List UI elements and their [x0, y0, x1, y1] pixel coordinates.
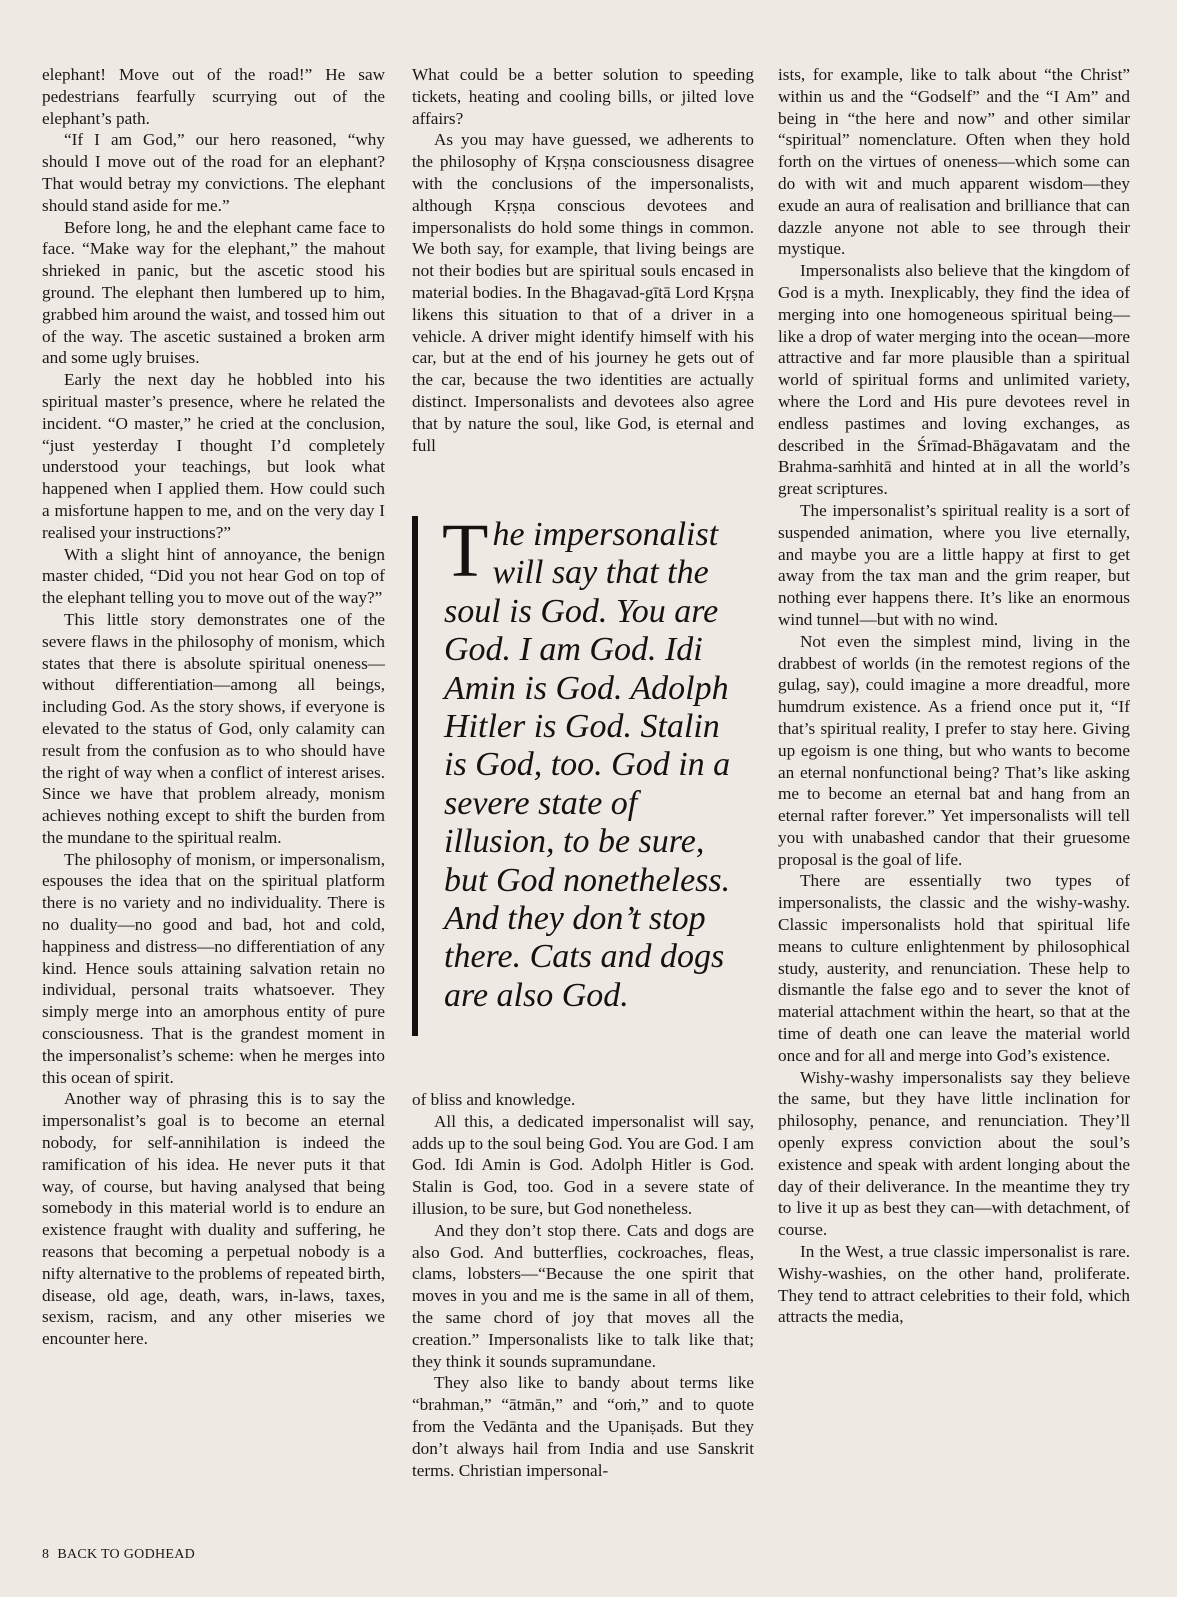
paragraph: What could be a better solution to speeding tickets, heating and cooling bills, or jilted love affairs? — [412, 65, 754, 128]
paragraph: The philosophy of monism, or impersonalism, espouses the idea that on the spiritual platform there is no variety and no individuality. There is no duality—no good and bad, hot and cold, happiness and distress—no differentiation of any kind. Hence souls attaining salvation retain no individual, personal traits whatsoever. They simply merge into an amorphous entity of pure consciousness. That is the grandest moment in the impersonalist’s scheme: when he merges into this ocean of spirit. — [42, 849, 385, 1087]
paragraph: Not even the simplest mind, living in the drabbest of worlds (in the remotest regions of the gulag, say), could imagine a more dreadful, more humdrum existence. As a friend once put it, “If that’s spiritual reality, I prefer to stay here. Giving up egoism is one thing, but who wants to become an eternal nonfunctional being? That’s like asking me to become an eternal bat and hang from an eternal rafter forever.” Yet impersonalists will tell you with unabashed candor that their gruesome proposal is the goal of life. — [778, 631, 1130, 869]
paragraph: of bliss and knowledge. — [412, 1090, 576, 1109]
article-column-3 — [778, 64, 1130, 1328]
paragraph: elephant! Move out of the road!” He saw pedestrians fearfully scurrying out of the elephant’s path. — [42, 65, 385, 128]
paragraph: Before long, he and the elephant came face to face. “Make way for the elephant,” the mahout shrieked in panic, but the ascetic stood his ground. The elephant then lumbered up to him, grabbed him around the waist, and tossed him out of the way. The ascetic sustained a broken arm and some ugly bruises. — [42, 217, 385, 368]
paragraph: This little story demonstrates one of the severe flaws in the philosophy of monism, which states that there is absolute spiritual oneness—without differentiation—among all beings, including God. As the story shows, if everyone is elevated to the status of God, only calamity can result from the confusion as to who should have the right of way when a conflict of interest arises. Since we have that problem already, monism achieves nothing except to shift the burden from the mundane to the spiritual realm. — [42, 609, 385, 847]
paragraph: In the West, a true classic impersonalist is rare. Wishy-washies, on the other hand, proliferate. They tend to attract celebrities to their fold, which attracts the media, — [778, 1242, 1130, 1327]
article-column-2-top — [412, 64, 754, 456]
paragraph: Early the next day he hobbled into his spiritual master’s presence, where he related the incident. “O master,” he cried at the conclusion, “just yesterday I thought I’d completely understood your teachings, but look what happened when I applied them. How could such a misfortune happen to me, and on the very day I realised your instructions?” — [42, 370, 385, 542]
publication-name: BACK TO GODHEAD — [57, 1547, 196, 1562]
paragraph: They also like to bandy about terms like “brahman,” “ātmān,” and “oṁ,” and to quote from the Vedānta and the Upaniṣads. But they don’t always hail from India and use Sanskrit terms. Christian impersonal- — [412, 1373, 754, 1480]
page-number: 8 — [42, 1547, 50, 1562]
page-footer — [42, 1547, 195, 1563]
article-column-2-bottom — [412, 1089, 754, 1481]
pull-quote-text: he impersonalist will say that the soul is God. You are God. I am God. Idi Amin is God. Adolph Hitler is God. Stalin is God, too. God in a severe state of illusion, to be sure, but God nonetheless. And they don’t stop there. Cats and dogs are also God. — [444, 516, 731, 1014]
paragraph: All this, a dedicated impersonalist will say, adds up to the soul being God. You are God. I am God. Idi Amin is God. Adolph Hitler is God. Stalin is God, too. God in a severe state of illusion, to be sure, but God nonetheless. — [412, 1111, 754, 1218]
paragraph: Impersonalists also believe that the kingdom of God is a myth. Inexplicably, they find the idea of merging into one homogeneous spiritual being—like a drop of water merging into the ocean—more attractive and far more plausible than a spiritual world of spiritual forms and unlimited variety, where the Lord and His pure devotees revel in endless pastimes and loving exchanges, as described in the Śrīmad-Bhāgavatam and the Brahma-saṁhitā and hinted at in all the world’s great scriptures. — [778, 261, 1130, 499]
paragraph: “If I am God,” our hero reasoned, “why should I move out of the road for an elephant? That would betray my convictions. The elephant should stand aside for me.” — [42, 130, 385, 215]
paragraph: ists, for example, like to talk about “the Christ” within us and the “Godself” and the “I Am” and being in “the here and now” and other similar “spiritual” nomenclature. Often when they hold forth on the virtues of oneness—which some can do with wit and much apparent wisdom—they exude an aura of realisation and brilliance that can dazzle anyone not able to see through their mystique. — [778, 65, 1130, 259]
pull-quote — [412, 509, 750, 1036]
paragraph: Another way of phrasing this is to say the impersonalist’s goal is to become an eternal nobody, for self-annihilation is indeed the ramification of his idea. He never puts it that way, of course, but having analysed that being somebody in this material world is to endure an existence fraught with duality and suffering, he reasons that becoming a perpetual nobody is a nifty alternative to the problems of repeated birth, disease, old age, death, wars, in-laws, taxes, sexism, racism, and any other miseries we encounter here. — [42, 1089, 385, 1349]
paragraph: The impersonalist’s spiritual reality is a sort of suspended animation, where you live eternally, and maybe you are a little happy at first to get away from the tax man and the grim reaper, but nothing ever happens there. It’s like an enormous wind tunnel—but with no wind. — [778, 500, 1130, 629]
paragraph: There are essentially two types of impersonalists, the classic and the wishy-washy. Classic impersonalists hold that spiritual life means to culture enlightenment by philosophical study, austerity, and renunciation. These help to dismantle the false ego and to sever the knot of material attachment within the heart, so that at the time of death one can leave the material world once and for all and merge into God’s existence. — [778, 871, 1130, 1065]
drop-cap: T — [442, 509, 489, 593]
article-column-1 — [42, 64, 385, 1350]
paragraph: Wishy-washy impersonalists say they believe the same, but they have little inclination for philosophy, penance, and renunciation. They’ll openly express conviction about the soul’s existence and speak with ardent longing about the day of their deliverance. In the meantime they try to live it up as best they can—with detachment, of course. — [778, 1067, 1130, 1240]
paragraph: As you may have guessed, we adherents to the philosophy of Kṛṣṇa consciousness disagree with the conclusions of the impersonalists, although Kṛṣṇa conscious devotees and impersonalists do hold some things in common. We both say, for example, that living beings are not their bodies but are spiritual souls encased in material bodies. In the Bhagavad-gītā Lord Kṛṣṇa likens this situation to that of a driver in a vehicle. A driver might identify himself with his car, but at the end of his journey he gets out of the car, because the two identities are actually distinct. Impersonalists and devotees also agree that by nature the soul, like God, is eternal and full — [412, 130, 754, 455]
paragraph: And they don’t stop there. Cats and dogs are also God. And butterflies, cockroaches, fleas, clams, lobsters—“Because the one spirit that moves in you and me is the same in all of them, the same chord of joy that moves all the creation.” Impersonalists like to talk like that; they think it sounds supramundane. — [412, 1220, 754, 1371]
paragraph: With a slight hint of annoyance, the benign master chided, “Did you not hear God on top of the elephant telling you to move out of the way?” — [42, 544, 385, 608]
